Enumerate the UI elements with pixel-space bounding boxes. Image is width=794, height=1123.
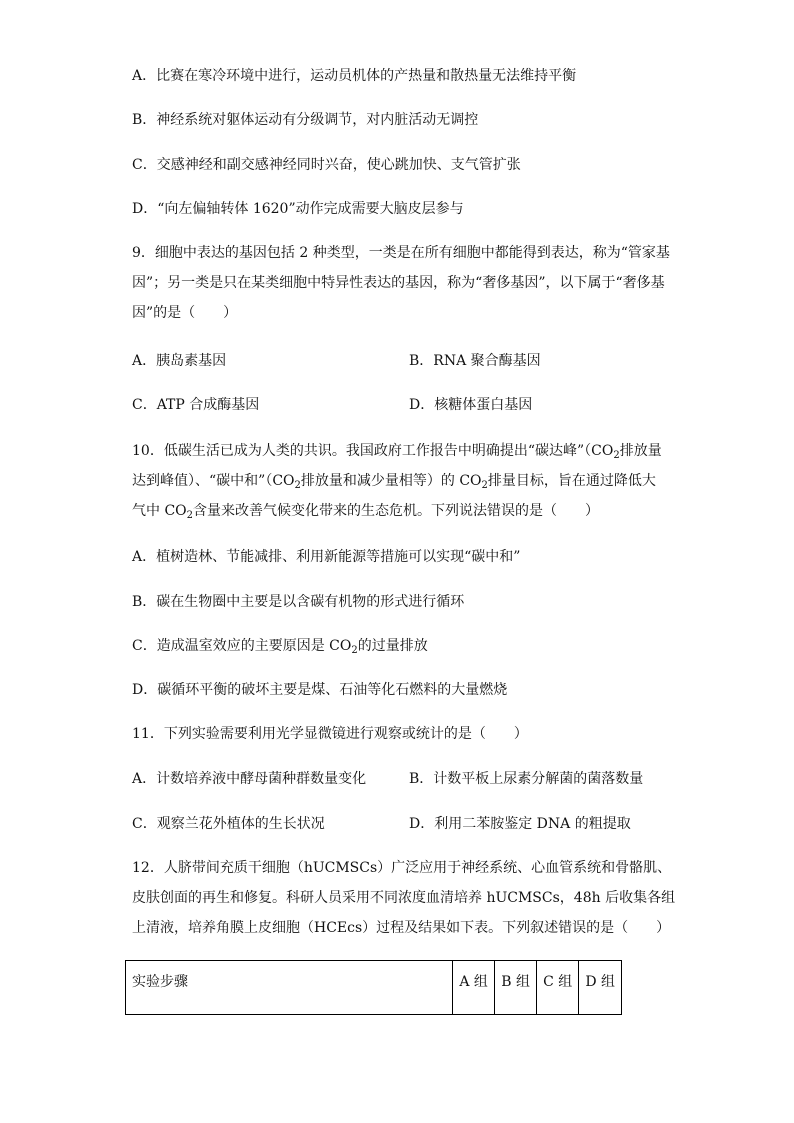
- q8-option-a: A．比赛在寒冷环境中进行，运动员机体的产热量和散热量无法维持平衡: [132, 68, 577, 84]
- q12-stem-line3: 上清液，培养角膜上皮细胞（HCEcs）过程及结果如下表。下列叙述错误的是（ ）: [132, 920, 671, 936]
- q9-option-a: A．胰岛素基因: [132, 353, 227, 369]
- experiment-table: [125, 960, 622, 1015]
- q10-stem-line1: 10．低碳生活已成为人类的共识。我国政府工作报告中明确提出“碳达峰$”(CO_2$排放量: [132, 443, 662, 461]
- q8-option-c: C．交感神经和副交感神经同时兴奋，使心跳加快、支气管扩张: [132, 157, 521, 173]
- table-header-group-b: B 组: [495, 961, 537, 1015]
- q9-option-d: D．核糖体蛋白基因: [409, 397, 533, 413]
- q12-stem-line2: 皮肤创面的再生和修复。科研人员采用不同浓度血清培养 hUCMSCs，48h 后收集各组: [132, 890, 676, 906]
- q10-stem-line3: 气中 $CO_2$含量来改善气候变化带来的生态危机。下列说法错误的是（ ）: [132, 503, 600, 521]
- q11-option-d: D．利用二苯胺鉴定 DNA 的粗提取: [409, 816, 631, 832]
- q9-stem-line1: 9．细胞中表达的基因包括 2 种类型，一类是在所有细胞中都能得到表达，称为“管家基: [132, 245, 670, 261]
- table-row: [126, 961, 622, 1015]
- q10-stem-line2: 达到峰值）、“碳中和$”(CO_2$排放量和减少量相等）的 $CO_2$排量目标，旨在通过降低大: [132, 473, 656, 491]
- table-header-group-a: A 组: [453, 961, 495, 1015]
- q10-option-a: A．植树造林、节能减排、利用新能源等措施可以实现“碳中和”: [132, 549, 521, 565]
- q9-option-c: C．ATP 合成酶基因: [132, 397, 260, 413]
- q10-option-b: B．碳在生物圈中主要是以含碳有机物的形式进行循环: [132, 594, 465, 610]
- table-header-group-c: C 组: [537, 961, 579, 1015]
- q8-option-b: B．神经系统对躯体运动有分级调节，对内脏活动无调控: [132, 112, 479, 128]
- q11-option-c: C．观察兰花外植体的生长状况: [132, 816, 325, 832]
- q11-option-b: B．计数平板上尿素分解菌的菌落数量: [409, 771, 644, 787]
- q11-option-a: A．计数培养液中酵母菌种群数量变化: [132, 771, 367, 787]
- table-header-steps: 实验步骤: [126, 961, 453, 1015]
- q8-option-d: D．“向左偏轴转体 1620”动作完成需要大脑皮层参与: [132, 201, 464, 217]
- q11-stem: 11．下列实验需要利用光学显微镜进行观察或统计的是（ ）: [132, 726, 528, 742]
- q9-stem-line2: 因”；另一类是只在某类细胞中特异性表达的基因，称为“奢侈基因”，以下属于“奢侈基: [132, 275, 665, 291]
- q10-option-c: C．造成温室效应的主要原因是 $CO_2$的过量排放: [132, 638, 428, 656]
- q9-option-b: B．RNA 聚合酶基因: [409, 353, 541, 369]
- q9-stem-line3: 因”的是（ ）: [132, 305, 238, 321]
- q12-stem-line1: 12．人脐带间充质干细胞（hUCMSCs）广泛应用于神经系统、心血管系统和骨骼肌、: [132, 860, 672, 876]
- table-header-group-d: D 组: [579, 961, 622, 1015]
- q10-option-d: D．碳循环平衡的破坏主要是煤、石油等化石燃料的大量燃烧: [132, 682, 508, 698]
